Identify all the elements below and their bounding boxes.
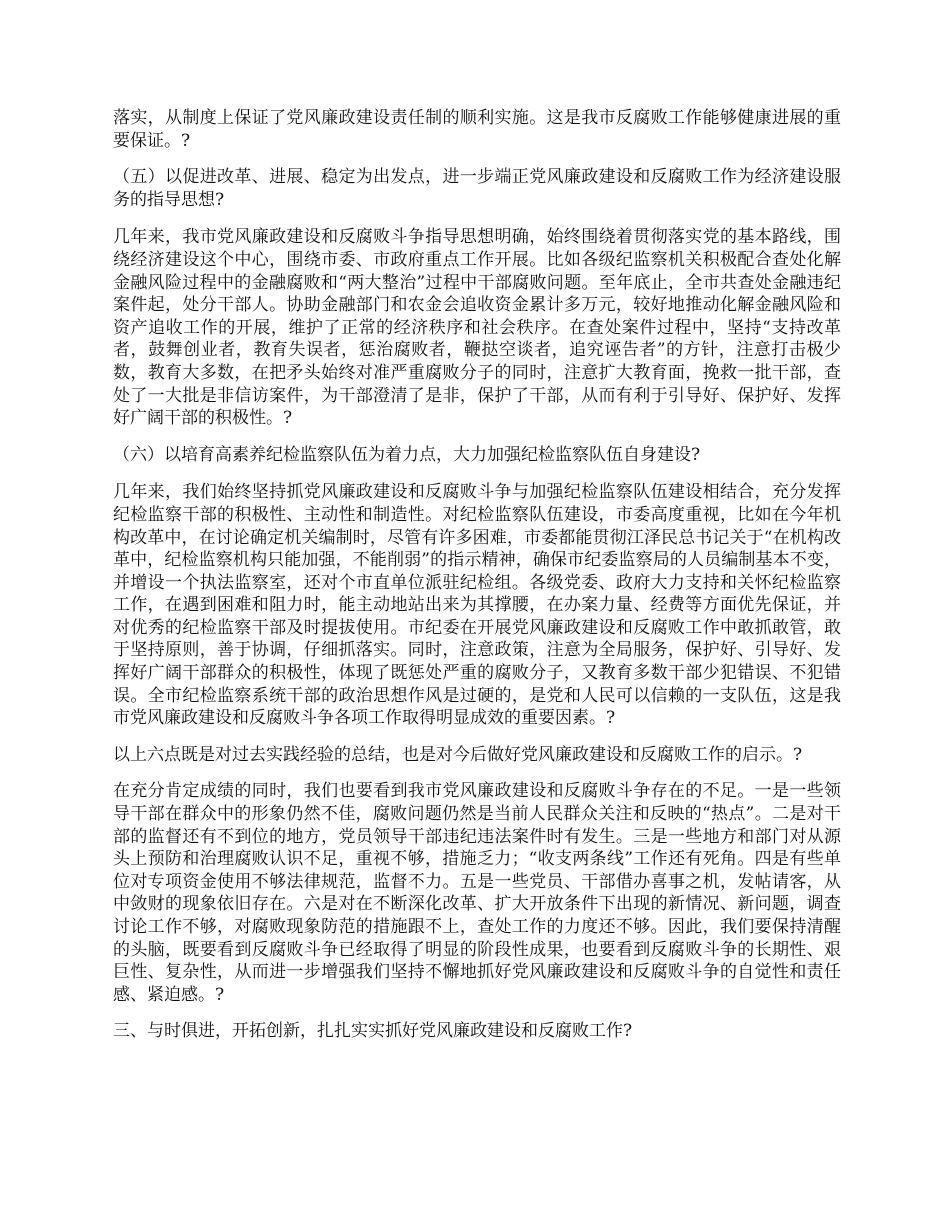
- paragraph-3: 几年来，我们始终坚持抓党风廉政建设和反腐败斗争与加强纪检监察队伍建设相结合，充分发挥纪检监察干部的积极性、主动性和制造性。对纪检监察队伍建设，市委高度重视，比如在今年机构改革中，在讨论确定机关编制时，尽管有许多困难，市委都能贯彻江泽民总书记关于“在机构改革中，纪检监察机构只能加强，不能削弱”的指示精神，确保市纪委监察局的人员编制基本不变，并增设一个执法监察室，还对个市直单位派驻纪检组。各级党委、政府大力支持和关怀纪检监察工作，在遇到困难和阻力时，能主动地站出来为其撑腰，在办案力量、经费等方面优先保证，并对优秀的纪检监察干部及时提拔使用。市纪委在开展党风廉政建设和反腐败工作中敢抓敢管，敢于坚持原则，善于协调，仔细抓落实。同时，注意政策，注意为全局服务，保护好、引导好、发挥好广阔干部群众的积极性，体现了既惩处严重的腐败分子，又教育多数干部少犯错误、不犯错误。全市纪检监察系统干部的政治思想作风是过硬的，是党和人民可以信赖的一支队伍，这是我市党风廉政建设和反腐败斗争各项工作取得明显成效的重要因素。?: [113, 482, 841, 729]
- paragraph-1: 落实，从制度上保证了党风廉政建设责任制的顺利实施。这是我市反腐败工作能够健康进展的重要保证。?: [113, 108, 841, 151]
- paragraph-5: 在充分肯定成绩的同时，我们也要看到我市党风廉政建设和反腐败斗争存在的不足。一是一些领导干部在群众中的形象仍然不佳，腐败问题仍然是当前人民群众关注和反映的“热点”。二是对干部的监督还有不到位的地方，党员领导干部违纪违法案件时有发生。三是一些地方和部门对从源头上预防和治理腐败认识不足，重视不够，措施乏力；“收支两条线”工作还有死角。四是有些单位对专项资金使用不够法律规范，监督不力。五是一些党员、干部借办喜事之机，发帖请客，从中敛财的现象依旧存在。六是对在不断深化改革、扩大开放条件下出现的新情况、新问题，调查讨论工作不够，对腐败现象防范的措施跟不上，查处工作的力度还不够。因此，我们要保持清醒的头脑，既要看到反腐败斗争已经取得了明显的阶段性成果，也要看到反腐败斗争的长期性、艰巨性、复杂性，从而进一步增强我们坚持不懈地抓好党风廉政建设和反腐败斗争的自觉性和责任感、紧迫感。?: [113, 781, 841, 1005]
- paragraph-2: 几年来，我市党风廉政建设和反腐败斗争指导思想明确，始终围绕着贯彻落实党的基本路线，围绕经济建设这个中心，围绕市委、市政府重点工作开展。比如各级纪监察机关积极配合查处化解金融风险过程中的金融腐败和“两大整治”过程中干部腐败问题。至年底止，全市共查处金融违纪案件起，处分干部人。协助金融部门和农金会追收资金累计多万元，较好地推动化解金融风险和资产追收工作的开展，维护了正常的经济秩序和社会秩序。在查处案件过程中，坚持“支持改革者，鼓舞创业者，教育失误者，惩治腐败者，鞭挞空谈者，追究诬告者”的方针，注意打击极少数，教育大多数，在把矛头始终对准严重腐败分子的同时，注意扩大教育面，挽救一批干部，查处了一大批是非信访案件，为干部澄清了是非，保护了干部，从而有利于引导好、保护好、发挥好广阔干部的积极性。?: [113, 227, 841, 429]
- section-heading-6: （六）以培育高素养纪检监察队伍为着力点，大力加强纪检监察队伍自身建设?: [113, 444, 701, 465]
- chapter-heading-3: 三、与时俱进，开拓创新，扎扎实实抓好党风廉政建设和反腐败工作?: [113, 1021, 633, 1042]
- paragraph-4: 以上六点既是对过去实践经验的总结，也是对今后做好党风廉政建设和反腐败工作的启示。?: [113, 744, 803, 765]
- section-heading-5: （五）以促进改革、进展、稳定为出发点，进一步端正党风廉政建设和反腐败工作为经济建设服务的指导思想?: [113, 167, 841, 210]
- document-page: [113, 107, 841, 1058]
